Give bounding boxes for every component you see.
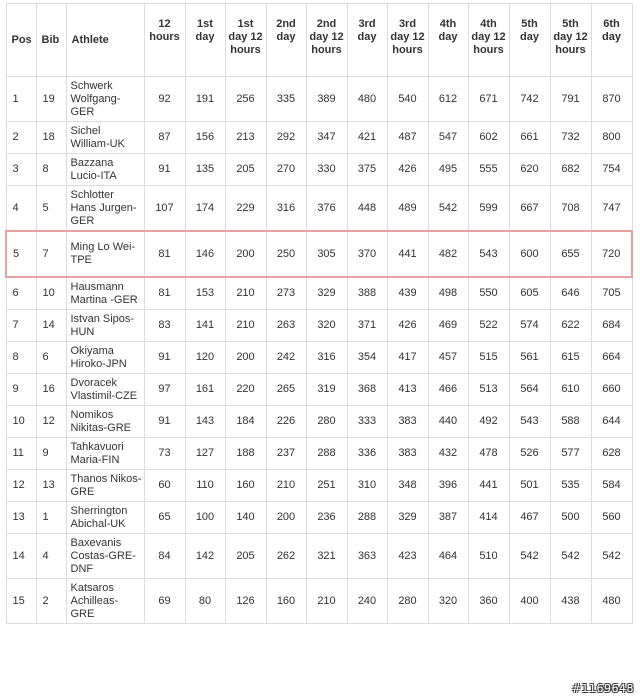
cell-split-value: 574	[509, 310, 550, 342]
header-split[interactable]: 5th day 12 hours	[550, 4, 591, 77]
cell-split-value: 742	[509, 77, 550, 122]
cell-split-value: 389	[306, 77, 347, 122]
cell-split-value: 800	[591, 122, 632, 154]
cell-split-value: 615	[550, 342, 591, 374]
cell-split-value: 720	[591, 231, 632, 277]
cell-split-value: 466	[428, 374, 468, 406]
cell-split-value: 495	[428, 154, 468, 186]
cell-split-value: 500	[550, 502, 591, 534]
header-split[interactable]: 2nd day	[266, 4, 306, 77]
cell-split-value: 661	[509, 122, 550, 154]
header-split[interactable]: 5th day	[509, 4, 550, 77]
cell-split-value: 584	[591, 470, 632, 502]
cell-split-value: 526	[509, 438, 550, 470]
cell-split-value: 265	[266, 374, 306, 406]
header-split[interactable]: 4th day	[428, 4, 468, 77]
cell-split-value: 791	[550, 77, 591, 122]
cell-split-value: 280	[306, 406, 347, 438]
header-split[interactable]: 1st day 12 hours	[225, 4, 266, 77]
cell-bib: 16	[36, 374, 66, 406]
cell-pos: 10	[6, 406, 36, 438]
table-row	[6, 374, 632, 406]
cell-pos: 4	[6, 186, 36, 232]
header-split[interactable]: 4th day 12 hours	[468, 4, 509, 77]
cell-split-value: 126	[225, 579, 266, 624]
cell-pos: 9	[6, 374, 36, 406]
cell-split-value: 371	[347, 310, 387, 342]
cell-split-value: 542	[550, 534, 591, 579]
cell-split-value: 561	[509, 342, 550, 374]
cell-split-value: 612	[428, 77, 468, 122]
cell-split-value: 667	[509, 186, 550, 232]
cell-split-value: 280	[387, 579, 428, 624]
cell-split-value: 336	[347, 438, 387, 470]
cell-athlete: Katsaros Achilleas-GRE	[66, 579, 144, 624]
cell-split-value: 542	[509, 534, 550, 579]
cell-split-value: 200	[266, 502, 306, 534]
cell-split-value: 467	[509, 502, 550, 534]
cell-split-value: 210	[306, 579, 347, 624]
cell-split-value: 160	[225, 470, 266, 502]
cell-split-value: 448	[347, 186, 387, 232]
cell-split-value: 498	[428, 277, 468, 310]
cell-split-value: 600	[509, 231, 550, 277]
cell-split-value: 388	[347, 277, 387, 310]
cell-split-value: 236	[306, 502, 347, 534]
cell-bib: 1	[36, 502, 66, 534]
table-row	[6, 186, 632, 232]
cell-split-value: 540	[387, 77, 428, 122]
table-row	[6, 438, 632, 470]
cell-split-value: 560	[591, 502, 632, 534]
cell-split-value: 426	[387, 154, 428, 186]
cell-split-value: 543	[468, 231, 509, 277]
cell-split-value: 375	[347, 154, 387, 186]
cell-split-value: 141	[185, 310, 225, 342]
cell-split-value: 489	[387, 186, 428, 232]
header-split[interactable]: 2nd day 12 hours	[306, 4, 347, 77]
cell-split-value: 547	[428, 122, 468, 154]
header-split[interactable]: 3rd day 12 hours	[387, 4, 428, 77]
cell-split-value: 348	[387, 470, 428, 502]
cell-split-value: 65	[144, 502, 185, 534]
cell-pos: 2	[6, 122, 36, 154]
cell-split-value: 330	[306, 154, 347, 186]
cell-split-value: 543	[509, 406, 550, 438]
table-row	[6, 502, 632, 534]
cell-split-value: 174	[185, 186, 225, 232]
cell-split-value: 220	[225, 374, 266, 406]
cell-bib: 13	[36, 470, 66, 502]
cell-athlete: Nomikos Nikitas-GRE	[66, 406, 144, 438]
watermark: #1169648	[571, 682, 634, 695]
cell-bib: 10	[36, 277, 66, 310]
cell-split-value: 81	[144, 231, 185, 277]
cell-split-value: 81	[144, 277, 185, 310]
results-table	[5, 3, 633, 624]
cell-split-value: 140	[225, 502, 266, 534]
cell-split-value: 270	[266, 154, 306, 186]
cell-split-value: 426	[387, 310, 428, 342]
cell-split-value: 161	[185, 374, 225, 406]
table-row	[6, 534, 632, 579]
cell-split-value: 329	[387, 502, 428, 534]
cell-split-value: 210	[225, 310, 266, 342]
cell-split-value: 480	[591, 579, 632, 624]
cell-split-value: 100	[185, 502, 225, 534]
cell-split-value: 262	[266, 534, 306, 579]
cell-split-value: 383	[387, 438, 428, 470]
cell-bib: 4	[36, 534, 66, 579]
cell-split-value: 153	[185, 277, 225, 310]
cell-split-value: 156	[185, 122, 225, 154]
cell-split-value: 421	[347, 122, 387, 154]
cell-athlete: Sherrington Abichal-UK	[66, 502, 144, 534]
cell-split-value: 250	[266, 231, 306, 277]
cell-split-value: 542	[428, 186, 468, 232]
cell-bib: 9	[36, 438, 66, 470]
header-bib[interactable]: Bib	[36, 4, 66, 77]
cell-split-value: 708	[550, 186, 591, 232]
cell-split-value: 87	[144, 122, 185, 154]
cell-split-value: 188	[225, 438, 266, 470]
cell-split-value: 482	[428, 231, 468, 277]
cell-split-value: 184	[225, 406, 266, 438]
cell-split-value: 417	[387, 342, 428, 374]
cell-bib: 5	[36, 186, 66, 232]
cell-split-value: 205	[225, 154, 266, 186]
cell-split-value: 91	[144, 154, 185, 186]
cell-split-value: 513	[468, 374, 509, 406]
cell-bib: 2	[36, 579, 66, 624]
cell-split-value: 335	[266, 77, 306, 122]
header-athlete[interactable]: Athlete	[66, 4, 144, 77]
table-row	[6, 154, 632, 186]
table-body	[6, 77, 632, 624]
cell-split-value: 515	[468, 342, 509, 374]
cell-split-value: 360	[468, 579, 509, 624]
cell-split-value: 487	[387, 122, 428, 154]
table-row	[6, 231, 632, 277]
cell-split-value: 705	[591, 277, 632, 310]
cell-split-value: 664	[591, 342, 632, 374]
cell-split-value: 555	[468, 154, 509, 186]
cell-split-value: 370	[347, 231, 387, 277]
cell-athlete: Okiyama Hiroko-JPN	[66, 342, 144, 374]
cell-split-value: 413	[387, 374, 428, 406]
cell-bib: 12	[36, 406, 66, 438]
header-split[interactable]: 12 hours	[144, 4, 185, 77]
cell-split-value: 457	[428, 342, 468, 374]
cell-split-value: 120	[185, 342, 225, 374]
cell-pos: 13	[6, 502, 36, 534]
cell-athlete: Bazzana Lucio-ITA	[66, 154, 144, 186]
cell-bib: 8	[36, 154, 66, 186]
cell-split-value: 316	[306, 342, 347, 374]
cell-split-value: 438	[550, 579, 591, 624]
cell-split-value: 229	[225, 186, 266, 232]
cell-split-value: 240	[347, 579, 387, 624]
cell-athlete: Thanos Nikos-GRE	[66, 470, 144, 502]
cell-split-value: 423	[387, 534, 428, 579]
cell-split-value: 432	[428, 438, 468, 470]
cell-split-value: 320	[428, 579, 468, 624]
cell-split-value: 542	[591, 534, 632, 579]
cell-split-value: 329	[306, 277, 347, 310]
cell-split-value: 110	[185, 470, 225, 502]
header-split[interactable]: 3rd day	[347, 4, 387, 77]
table-row	[6, 277, 632, 310]
cell-split-value: 354	[347, 342, 387, 374]
cell-split-value: 535	[550, 470, 591, 502]
cell-pos: 14	[6, 534, 36, 579]
cell-split-value: 69	[144, 579, 185, 624]
cell-split-value: 602	[468, 122, 509, 154]
cell-split-value: 492	[468, 406, 509, 438]
cell-athlete: Schwerk Wolfgang-GER	[66, 77, 144, 122]
cell-split-value: 383	[387, 406, 428, 438]
cell-bib: 14	[36, 310, 66, 342]
cell-split-value: 127	[185, 438, 225, 470]
cell-split-value: 564	[509, 374, 550, 406]
cell-split-value: 310	[347, 470, 387, 502]
cell-split-value: 210	[266, 470, 306, 502]
cell-split-value: 91	[144, 342, 185, 374]
cell-split-value: 414	[468, 502, 509, 534]
table-row	[6, 122, 632, 154]
cell-split-value: 754	[591, 154, 632, 186]
cell-athlete: Tahkavuori Maria-FIN	[66, 438, 144, 470]
cell-split-value: 97	[144, 374, 185, 406]
cell-split-value: 143	[185, 406, 225, 438]
table-row	[6, 579, 632, 624]
cell-split-value: 400	[509, 579, 550, 624]
cell-split-value: 439	[387, 277, 428, 310]
table-row	[6, 406, 632, 438]
cell-split-value: 550	[468, 277, 509, 310]
cell-split-value: 605	[509, 277, 550, 310]
cell-split-value: 480	[347, 77, 387, 122]
cell-pos: 12	[6, 470, 36, 502]
cell-athlete: Dvoracek Vlastimil-CZE	[66, 374, 144, 406]
cell-split-value: 387	[428, 502, 468, 534]
cell-athlete: Istvan Sipos-HUN	[66, 310, 144, 342]
cell-split-value: 464	[428, 534, 468, 579]
cell-split-value: 577	[550, 438, 591, 470]
cell-athlete: Ming Lo Wei-TPE	[66, 231, 144, 277]
cell-split-value: 320	[306, 310, 347, 342]
cell-split-value: 205	[225, 534, 266, 579]
cell-split-value: 256	[225, 77, 266, 122]
cell-split-value: 73	[144, 438, 185, 470]
cell-split-value: 200	[225, 231, 266, 277]
cell-split-value: 200	[225, 342, 266, 374]
cell-split-value: 510	[468, 534, 509, 579]
cell-split-value: 599	[468, 186, 509, 232]
cell-split-value: 226	[266, 406, 306, 438]
cell-split-value: 83	[144, 310, 185, 342]
cell-split-value: 588	[550, 406, 591, 438]
cell-split-value: 91	[144, 406, 185, 438]
cell-split-value: 319	[306, 374, 347, 406]
cell-split-value: 610	[550, 374, 591, 406]
cell-split-value: 522	[468, 310, 509, 342]
table-row	[6, 310, 632, 342]
cell-split-value: 321	[306, 534, 347, 579]
cell-split-value: 142	[185, 534, 225, 579]
cell-split-value: 146	[185, 231, 225, 277]
cell-split-value: 469	[428, 310, 468, 342]
cell-split-value: 333	[347, 406, 387, 438]
cell-bib: 18	[36, 122, 66, 154]
cell-split-value: 732	[550, 122, 591, 154]
cell-split-value: 682	[550, 154, 591, 186]
cell-split-value: 441	[387, 231, 428, 277]
cell-split-value: 655	[550, 231, 591, 277]
cell-pos: 5	[6, 231, 36, 277]
header-split[interactable]: 1st day	[185, 4, 225, 77]
cell-split-value: 92	[144, 77, 185, 122]
table-row	[6, 470, 632, 502]
cell-split-value: 622	[550, 310, 591, 342]
cell-pos: 8	[6, 342, 36, 374]
cell-split-value: 501	[509, 470, 550, 502]
cell-split-value: 60	[144, 470, 185, 502]
cell-split-value: 347	[306, 122, 347, 154]
cell-pos: 3	[6, 154, 36, 186]
cell-pos: 15	[6, 579, 36, 624]
cell-split-value: 478	[468, 438, 509, 470]
cell-bib: 7	[36, 231, 66, 277]
cell-athlete: Schlotter Hans Jurgen-GER	[66, 186, 144, 232]
cell-split-value: 288	[347, 502, 387, 534]
cell-split-value: 84	[144, 534, 185, 579]
cell-split-value: 107	[144, 186, 185, 232]
cell-athlete: Hausmann Martina -GER	[66, 277, 144, 310]
cell-split-value: 213	[225, 122, 266, 154]
cell-split-value: 660	[591, 374, 632, 406]
header-row	[6, 4, 632, 77]
cell-pos: 11	[6, 438, 36, 470]
cell-split-value: 870	[591, 77, 632, 122]
cell-split-value: 251	[306, 470, 347, 502]
cell-split-value: 80	[185, 579, 225, 624]
cell-pos: 7	[6, 310, 36, 342]
cell-split-value: 441	[468, 470, 509, 502]
cell-split-value: 376	[306, 186, 347, 232]
cell-split-value: 671	[468, 77, 509, 122]
cell-split-value: 747	[591, 186, 632, 232]
cell-split-value: 237	[266, 438, 306, 470]
cell-split-value: 628	[591, 438, 632, 470]
cell-split-value: 646	[550, 277, 591, 310]
cell-split-value: 316	[266, 186, 306, 232]
cell-split-value: 160	[266, 579, 306, 624]
header-split[interactable]: 6th day	[591, 4, 632, 77]
header-pos[interactable]: Pos	[6, 4, 36, 77]
cell-split-value: 368	[347, 374, 387, 406]
cell-split-value: 363	[347, 534, 387, 579]
cell-split-value: 210	[225, 277, 266, 310]
cell-split-value: 684	[591, 310, 632, 342]
table-row	[6, 342, 632, 374]
cell-split-value: 292	[266, 122, 306, 154]
cell-split-value: 396	[428, 470, 468, 502]
cell-bib: 6	[36, 342, 66, 374]
cell-split-value: 440	[428, 406, 468, 438]
cell-split-value: 305	[306, 231, 347, 277]
cell-split-value: 288	[306, 438, 347, 470]
cell-split-value: 620	[509, 154, 550, 186]
cell-split-value: 263	[266, 310, 306, 342]
cell-athlete: Sichel William-UK	[66, 122, 144, 154]
cell-split-value: 242	[266, 342, 306, 374]
cell-split-value: 273	[266, 277, 306, 310]
cell-pos: 1	[6, 77, 36, 122]
cell-split-value: 191	[185, 77, 225, 122]
cell-pos: 6	[6, 277, 36, 310]
cell-split-value: 644	[591, 406, 632, 438]
cell-split-value: 135	[185, 154, 225, 186]
table-row	[6, 77, 632, 122]
cell-athlete: Baxevanis Costas-GRE-DNF	[66, 534, 144, 579]
cell-bib: 19	[36, 77, 66, 122]
